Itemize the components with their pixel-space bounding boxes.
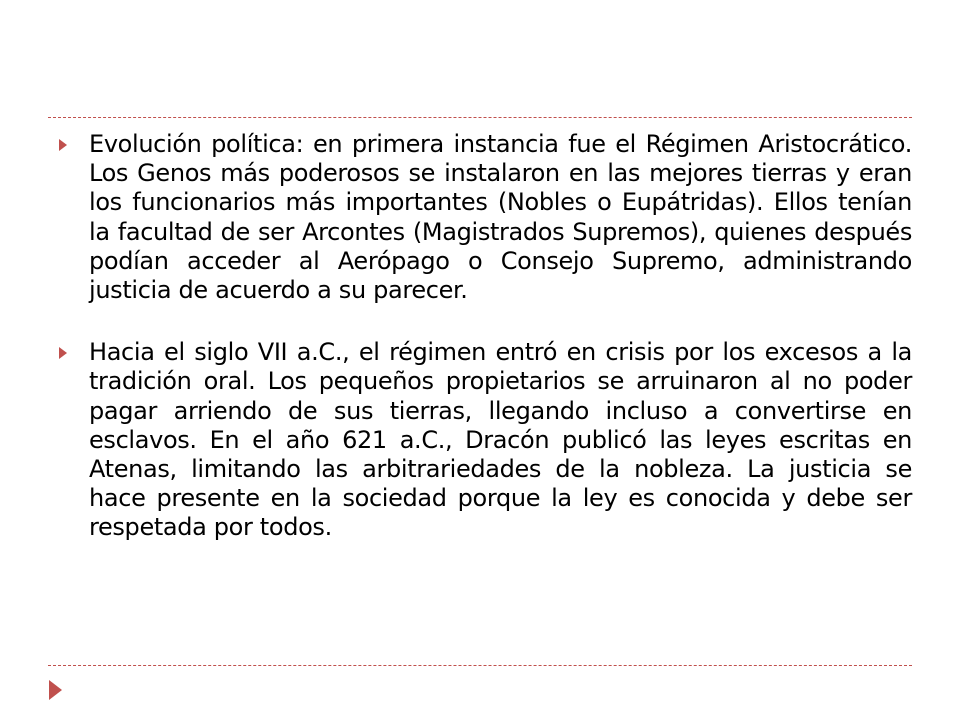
bullet-item bbox=[56, 338, 912, 542]
bullet-item bbox=[56, 130, 912, 305]
triangle-right-icon bbox=[59, 347, 67, 359]
bullet-list bbox=[56, 130, 912, 543]
bullet-text: Hacia el siglo VII a.C., el régimen entró en crisis por los excesos a la tradición oral. Los pequeños propietarios se arruinaron al no poder pagar arriendo de sus tierras, llegando incluso a convertirse en esclavos. En el año 621 a.C., Dracón publicó las leyes escritas en Atenas, limitando las arbitrariedades de la nobleza. La justicia se hace presente en la sociedad porque la ley es conocida y debe ser respetada por todos. bbox=[89, 338, 912, 542]
top-divider bbox=[48, 117, 912, 118]
bullet-text: Evolución política: en primera instancia fue el Régimen Aristocrático. Los Genos más poderosos se instalaron en las mejores tierras y eran los funcionarios más importantes (Nobles o Eupátridas). Ellos tenían la facultad de ser Arcontes (Magistrados Supremos), quienes después podían acceder al Aerópago o Consejo Supremo, administrando justicia de acuerdo a su parecer. bbox=[89, 130, 912, 305]
bottom-divider bbox=[48, 665, 912, 666]
triangle-right-icon bbox=[59, 139, 67, 151]
triangle-right-icon bbox=[49, 680, 62, 700]
